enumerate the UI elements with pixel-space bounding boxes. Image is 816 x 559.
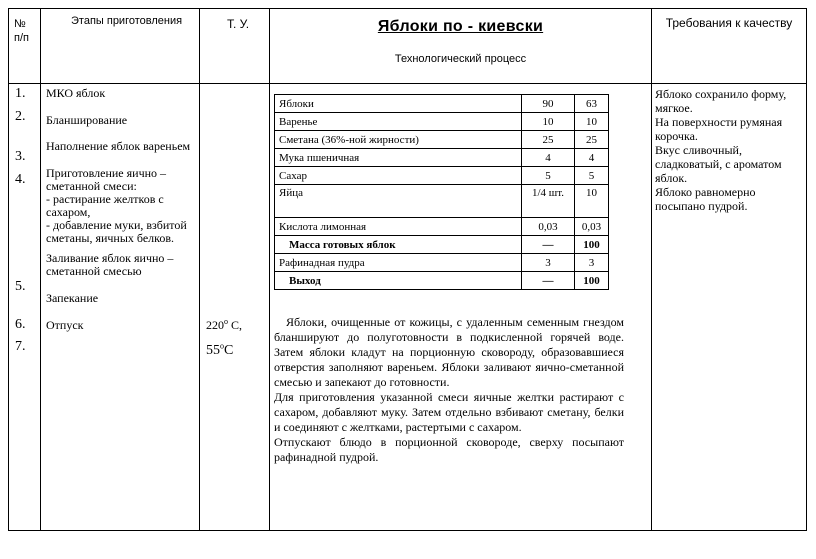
quality-text: Яблоко равномерно посыпано пудрой. [655,185,756,213]
ingredient-net: 100 [575,272,609,290]
recipe-card-table [8,8,807,531]
ingredient-row [275,131,609,149]
ingredient-net: 25 [575,131,609,149]
ingredient-net: 0,03 [575,218,609,236]
numbers-cell [9,84,41,531]
header-title-cell [270,9,652,84]
ingredient-name: Масса готовых яблок [275,236,522,254]
body-row [9,84,807,531]
ingredient-name: Варенье [275,113,522,131]
stage-text: Запекание [46,291,99,305]
ingredient-name: Яйца [275,185,522,218]
step-number: 4. [15,172,26,187]
stage-text: МКО яблок [46,86,106,100]
header-row [9,9,807,84]
description-paragraph: Яблоки, очищенные от кожицы, с удаленным семенным гнездом бланшируют до полуготовности в подкисленной горячей воде. Затем яблоки кладут на порционную сковороду, образовавшиеся отверстия заполняют вареньем. Яблоки заливают яично-сметанной смесью и запекают до готовности. [274,315,624,389]
ingredient-row [275,167,609,185]
stage-text: Заливание яблок яично – сметанной смесью [46,251,174,278]
quality-text: Вкус сливочный, сладковатый, с ароматом яблок. [655,143,782,185]
header-stages: Этапы приготовления [41,9,200,84]
ingredient-gross: 10 [522,113,575,131]
header-number-symbol: № [14,18,26,30]
ingredient-net: 4 [575,149,609,167]
ingredient-name: Сметана (36%-ной жирности) [275,131,522,149]
ingredient-name: Рафинадная пудра [275,254,522,272]
ingredient-row [275,254,609,272]
ingredient-gross: — [522,236,575,254]
ingredient-net: 5 [575,167,609,185]
stage-text: Бланширование [46,113,128,127]
ingredient-gross: 4 [522,149,575,167]
header-quality: Требования к качеству [652,9,807,84]
description-paragraph: Отпускают блюдо в порционной сковороде, сверху посыпают рафинадной пудрой. [274,435,624,464]
ingredient-name: Мука пшеничная [275,149,522,167]
stages-cell [41,84,200,531]
step-number: 7. [15,339,26,354]
ingredient-net: 100 [575,236,609,254]
ingredients-table [274,94,609,290]
process-description [274,315,624,465]
ingredient-net: 3 [575,254,609,272]
stage-text: Наполнение яблок вареньем [46,139,191,153]
quality-text: Яблоко сохранило форму, мягкое. [655,87,787,115]
ingredient-name: Кислота лимонная [275,218,522,236]
stage-text: Отпуск [46,318,84,332]
ingredient-row [275,113,609,131]
ingredient-name: Яблоки [275,95,522,113]
quality-text: На поверхности румяная корочка. [655,115,783,143]
stage-text: Приготовление яично – сметанной смеси: - растирание желтков с сахаром, - добавление муки, взбитой сметаны, яичных белков. [46,166,187,245]
ingredient-gross: — [522,272,575,290]
ingredient-name: Сахар [275,167,522,185]
quality-cell [652,84,807,531]
ingredient-row [275,218,609,236]
ingredient-row [275,149,609,167]
temperature-2: $55^оС$ [206,341,234,358]
temperature-1: $220^о$ С, [206,317,243,332]
ingredient-net: 10 [575,113,609,131]
step-number: 3. [15,149,26,164]
step-number: 1. [15,86,26,101]
step-number: 2. [15,109,26,124]
dish-title: Яблоки по - киевски [377,18,544,35]
ingredient-row [275,272,609,290]
step-number: 5. [15,279,26,294]
ingredient-gross: 5 [522,167,575,185]
ingredient-net: 10 [575,185,609,218]
header-number-abbr: п/п [14,32,29,44]
process-cell [270,84,652,531]
ingredient-gross: 3 [522,254,575,272]
process-subtitle: Технологический процесс [394,53,527,65]
ingredient-row [275,185,609,218]
ingredient-gross: 90 [522,95,575,113]
ingredient-name: Выход [275,272,522,290]
description-paragraph: Для приготовления указанной смеси яичные желтки растирают с сахаром, добавляют муку. Затем отдельно взбивают сметану, белки и соединяют с желтками, растертыми с сахаром. [274,390,624,434]
ingredient-gross: 25 [522,131,575,149]
header-tu: Т. У. [200,9,270,84]
tu-cell [200,84,270,531]
ingredient-gross: 1/4 шт. [522,185,575,218]
ingredient-gross: 0,03 [522,218,575,236]
step-number: 6. [15,317,26,332]
ingredient-row [275,95,609,113]
ingredient-net: 63 [575,95,609,113]
ingredient-row [275,236,609,254]
header-number-cell [9,9,41,84]
